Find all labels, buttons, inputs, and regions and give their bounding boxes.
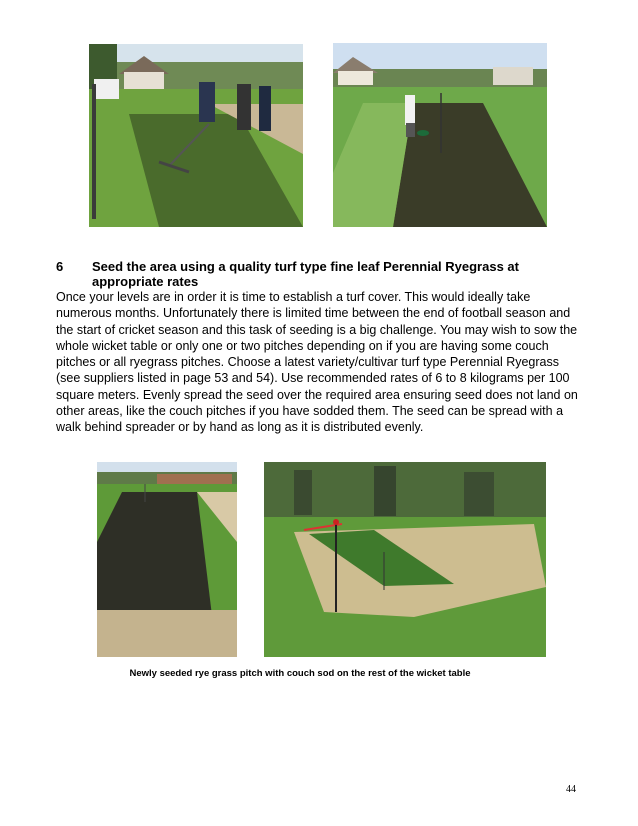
page-number: 44 <box>566 784 576 795</box>
section-heading <box>56 259 576 289</box>
photo-raking-pitch <box>89 44 303 227</box>
photo-caption-text: Newly seeded rye grass pitch with couch sod on the rest of the wicket table <box>129 668 471 679</box>
body-paragraph: Once your levels are in order it is time to establish a turf cover. This would ideally take numerous months. Unfortunately there is limited time between the end of football season and the start of cricket season and this task of seeding is a big challenge. You may wish to sow the whole wicket table or only one or two pitches depending on if you are having some couch pitches or all ryegrass pitches. Choose a latest variety/cultivar turf type Perennial Ryegrass (see suppliers listed in page 53 and 54). Use recommended rates of 6 to 8 kilograms per 100 square meters. Evenly spread the seed over the required area ensuring seed does not land on other areas, like the couch pitches if you have sodded them. The seed can be spread with a walk behind spreader or by hand as long as it is distributed evenly. <box>56 290 578 435</box>
photo-seeded-pitch <box>97 462 237 657</box>
photo-seeding-strip <box>333 43 547 227</box>
photo-wicket-table <box>264 462 546 657</box>
photo-caption <box>56 668 584 679</box>
section-number: 6 <box>56 259 64 274</box>
section-title: Seed the area using a quality turf type fine leaf Perennial Ryegrass at appropriate rates <box>92 259 519 289</box>
